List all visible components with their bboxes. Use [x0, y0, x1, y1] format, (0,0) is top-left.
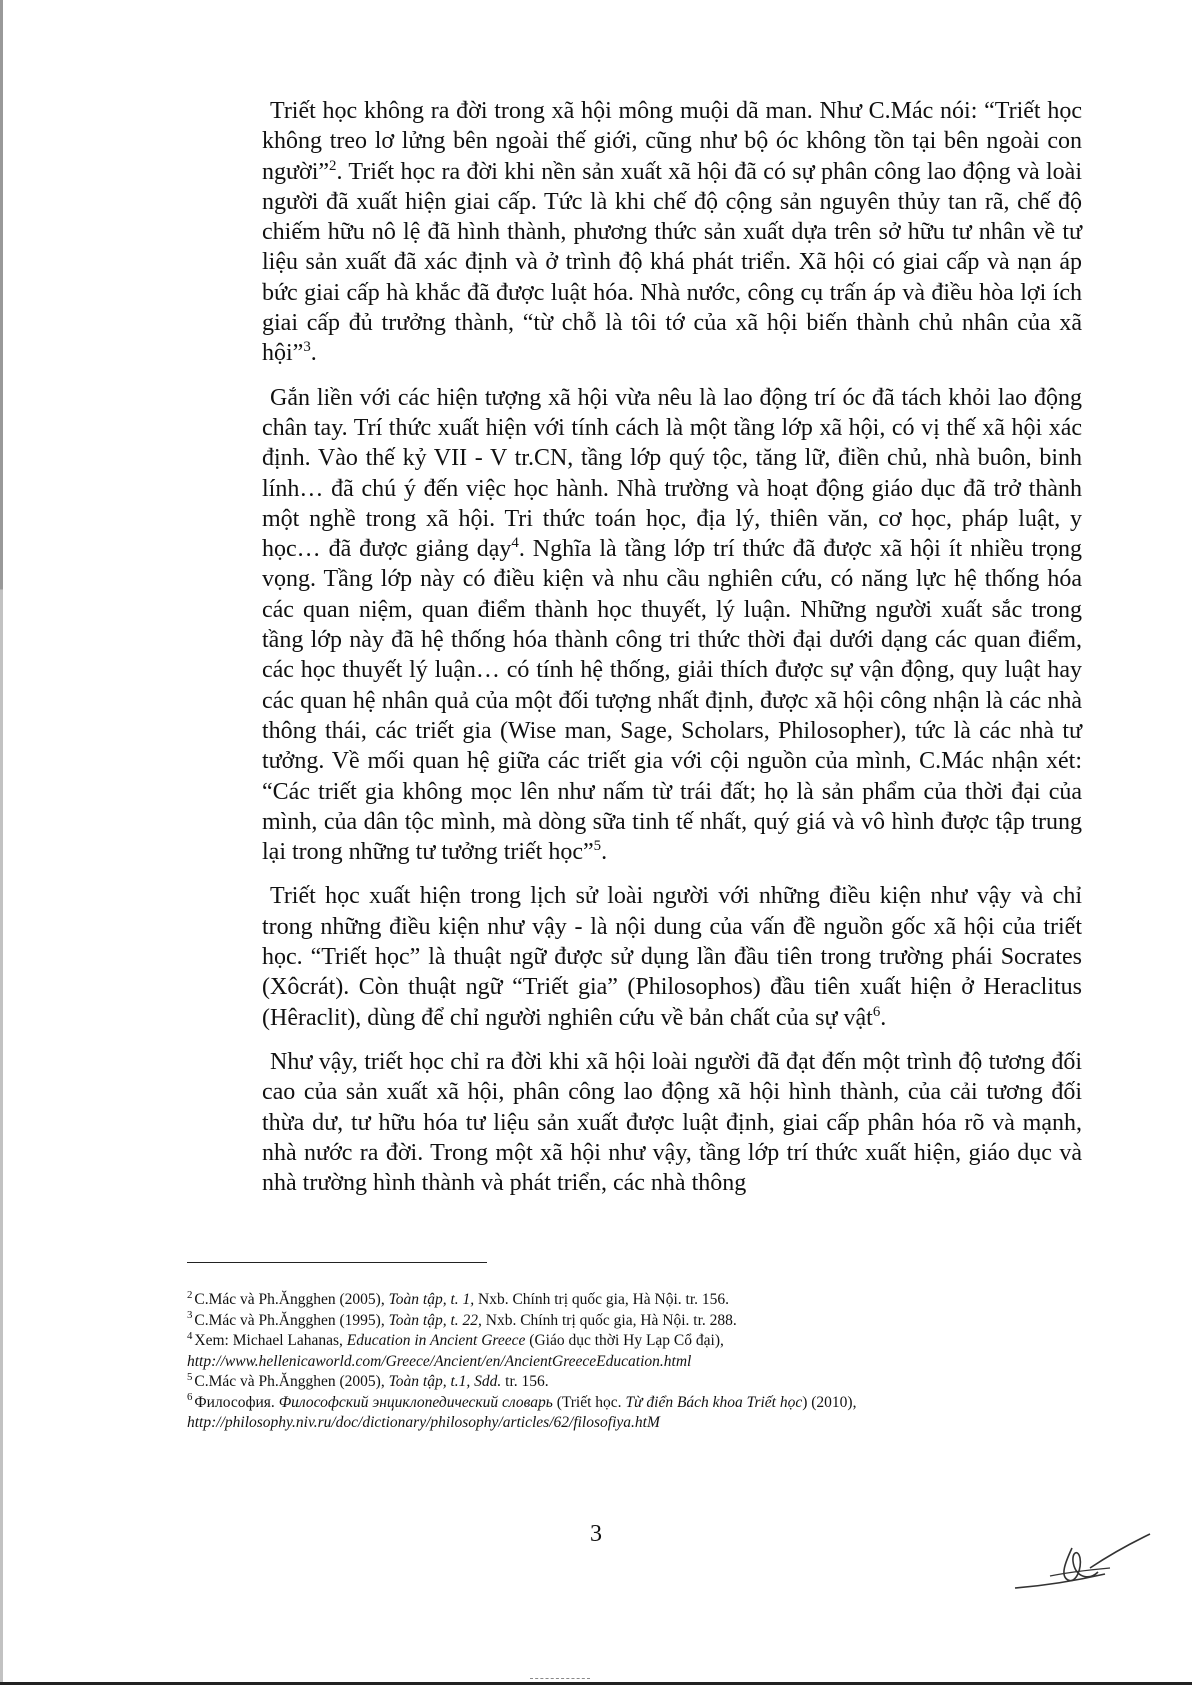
footnote-ref: 6 [872, 1003, 881, 1020]
scan-edge-left [0, 0, 3, 1685]
footnote-text: (Triết học. [552, 1393, 626, 1411]
footnote-title: Toàn tập, t. 1, [388, 1291, 475, 1308]
footnote-number: 2 [187, 1288, 193, 1301]
page-number: 3 [590, 1521, 602, 1547]
paragraph [262, 383, 1082, 868]
footnote-text: Xem: Michael Lahanas, [194, 1332, 347, 1349]
footnote [187, 1331, 1087, 1372]
paragraph-text: . [310, 340, 317, 367]
footnote-ref: 2 [329, 157, 337, 174]
paragraph [262, 96, 1082, 369]
paragraph-text: . [601, 839, 608, 866]
footnote-title: Education in Ancient Greece [346, 1332, 526, 1349]
footnote [187, 1372, 1087, 1393]
footnote-title: Философский энциклопедический словарь [278, 1393, 553, 1411]
footnote-url: http://www.hellenicaworld.com/Greece/Ancient/en/AncientGreeceEducation.html [187, 1352, 692, 1370]
footnote [187, 1290, 1087, 1311]
footnote-separator [187, 1262, 487, 1263]
footnote-url: http://philosophy.niv.ru/doc/dictionary/philosophy/articles/62/filosofiya.htM [187, 1414, 660, 1431]
footnote-text: (Giáo dục thời Hy Lạp Cổ đại), [525, 1332, 724, 1349]
paragraph-text: Như vậy, triết học chỉ ra đời khi xã hội loài người đã đạt đến một trình độ tương đối cao của sản xuất xã hội, phân công lao động xã hội hình thành, của cải tương đối thừa dư, tư hữu hóa tư liệu sản xuất được luật định, giai cấp phân hóa rõ và mạnh, nhà nước ra đời. Trong một xã hội như vậy, tầng lớp trí thức xuất hiện, giáo dục và nhà trường hình thành và phát triển, các nhà thông [262, 1048, 1082, 1197]
paragraph-text: . Triết học ra đời khi nền sản xuất xã hội đã có sự phân công lao động và loài người đã xuất hiện giai cấp. Tức là khi chế độ cộng sản nguyên thủy tan rã, chế độ chiếm hữu nô lệ đã hình thành, phương thức sản xuất dựa trên sở hữu tư nhân về tư liệu sản xuất đã xác định và ở trình độ khá phát triển. Xã hội có giai cấp và nạn áp bức giai cấp hà khắc đã được luật hóa. Nhà nước, công cụ trấn áp và điều hòa lợi ích giai cấp đủ trưởng thành, “từ chỗ là tôi tớ của xã hội biến thành chủ nhân của xã hội” [262, 158, 1082, 367]
main-text [262, 96, 1082, 1212]
paragraph-text: . [880, 1004, 887, 1031]
footnote-text: C.Mác và Ph.Ăngghen (2005), [194, 1373, 389, 1390]
footnote-number: 4 [187, 1329, 193, 1342]
footnote-ref: 3 [303, 339, 311, 356]
paragraph-text: . Nghĩa là tầng lớp trí thức đã được xã hội ít nhiều trọng vọng. Tầng lớp này có điều kiện và nhu cầu nghiên cứu, có năng lực hệ thống hóa các quan niệm, quan điểm thành học thuyết, lý luận. Những người xuất sắc trong tầng lớp này đã hệ thống hóa thành công tri thức thời đại dưới dạng các quan điểm, các học thuyết lý luận… có tính hệ thống, giải thích được sự vận động, quy luật hay các quan hệ nhân quả của một đối tượng nhất định, được xã hội công nhận là các nhà thông thái, các triết gia (Wise man, Sage, Scholars, Philosopher), tức là các nhà tư tưởng. Về mối quan hệ giữa các triết gia với cội nguồn của mình, C.Mác nhận xét: “Các triết gia không mọc lên như nấm từ trái đất; họ là sản phẩm của thời đại của mình, của dân tộc mình, mà dòng sữa tinh tế nhất, quý giá và vô hình được tập trung lại trong những tư tưởng triết học” [262, 536, 1082, 866]
footnote-ref: 5 [593, 838, 602, 855]
paragraph-text: Triết học xuất hiện trong lịch sử loài người với những điều kiện như vậy và chỉ trong những điều kiện như vậy - là nội dung của vấn đề nguồn gốc xã hội của triết học. “Triết học” là thuật ngữ được sử dụng lần đầu tiên trong trường phái Socrates (Xôcrát). Còn thuật ngữ “Triết gia” (Philosophos) đầu tiên xuất hiện ở Heraclitus (Hêraclit), dùng để chỉ người nghiên cứu về bản chất của sự vật [262, 883, 1082, 1031]
footnote [187, 1393, 1087, 1434]
footnote-text: ) (2010), [802, 1393, 857, 1411]
paragraph-text: Gắn liền với các hiện tượng xã hội vừa nêu là lao động trí óc đã tách khỏi lao động chân tay. Trí thức xuất hiện với tính cách là một tầng lớp xã hội, có vị thế xã hội xác định. Vào thế kỷ VII - V tr.CN, tầng lớp quý tộc, tăng lữ, điền chủ, nhà buôn, binh lính… đã chú ý đến việc học hành. Nhà trường và hoạt động giáo dục đã trở thành một nghề trong xã hội. Tri thức toán học, địa lý, thiên văn, cơ học, pháp luật, y học… đã được giảng dạy [262, 384, 1082, 563]
paragraph [262, 881, 1082, 1032]
footnote-text: Философия. [194, 1393, 279, 1411]
signature-icon [1010, 1528, 1160, 1598]
footnote-number: 3 [187, 1309, 193, 1322]
footnote-text: C.Mác và Ph.Ăngghen (1995), [194, 1311, 389, 1329]
footnote-text: Nxb. Chính trị quốc gia, Hà Nội. tr. 288. [481, 1311, 737, 1329]
footnote-title: Toàn tập, t.1, Sdd. [388, 1373, 502, 1390]
footnotes [187, 1290, 1087, 1434]
footnote-number: 6 [187, 1391, 193, 1404]
paragraph-text: Triết học không ra đời trong xã hội mông muội dã man. Như C.Mác nói: “Triết học không treo lơ lửng bên ngoài thế giới, cũng như bộ óc không tồn tại bên ngoài con người” [262, 98, 1082, 185]
footnote [187, 1311, 1087, 1332]
footnote-title: Từ điển Bách khoa Triết học [625, 1393, 803, 1411]
scan-artifact [530, 1678, 590, 1679]
paragraph [262, 1047, 1082, 1198]
footnote-number: 5 [187, 1370, 193, 1383]
footnote-ref: 4 [511, 535, 519, 552]
footnote-title: Toàn tập, t. 22, [388, 1311, 482, 1329]
footnote-text: Nxb. Chính trị quốc gia, Hà Nội. tr. 156. [474, 1291, 730, 1308]
footnote-text: C.Mác và Ph.Ăngghen (2005), [194, 1291, 389, 1308]
footnote-text: tr. 156. [501, 1373, 549, 1390]
